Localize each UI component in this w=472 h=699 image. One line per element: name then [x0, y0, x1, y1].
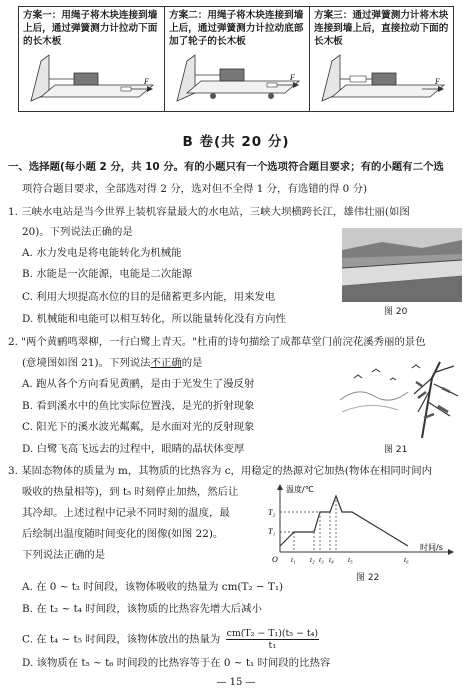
graph-ytick-T1: T₁: [268, 527, 276, 536]
scheme-2-diagram: [175, 53, 303, 103]
q1-option-b: B. 水能是一次能源，电能是二次能源: [22, 268, 193, 280]
force-label-2: F: [290, 73, 295, 82]
q2-line-2-post: 的是: [181, 357, 203, 369]
q3-option-c-fraction: [226, 628, 319, 651]
graph-xtick-t3: t₃: [319, 555, 324, 564]
q2-line-2-pre: (意境图如图 21)。下列说法: [22, 357, 151, 369]
q3-line-1: 3. 某固态物体的质量为 m，其物质的比热容为 c，用稳定的热源对它加热(物体在相同时间内: [8, 465, 432, 477]
scheme-cell-1: [19, 7, 165, 111]
scheme-cell-3: [310, 7, 453, 111]
graph-ylabel: 温度/℃: [286, 485, 314, 494]
scheme-3-text: 方案三：通过弹簧测力计将木块连接到墙上后，直接拉动下面的长木板: [314, 10, 449, 47]
force-label-3: F: [435, 77, 440, 86]
q1-line-1: 1. 三峡水电站是当今世界上装机容量最大的水电站，三峡大坝横跨长江，雄伟壮丽(如图: [8, 206, 410, 218]
q2-line-2: [22, 356, 203, 371]
scheme-2-text: 方案二：用绳子将木块连接到墙上后，通过弹簧测力计拉动底部加了轮子的长木板: [169, 10, 304, 47]
q1-option-d: D. 机械能和电能可以相互转化，所以能量转化没有方向性: [22, 313, 286, 325]
graph-xtick-t1: t₁: [291, 555, 296, 564]
q2-landscape-image: [338, 358, 464, 438]
graph-ytick-T2: T₂: [268, 508, 276, 517]
spring-scale: [350, 76, 366, 82]
q2-option-c: C. 阳光下的溪水波光粼粼，是水面对光的反射现象: [22, 421, 255, 433]
graph-xtick-t5: t₅: [348, 555, 353, 564]
q3-option-c-denominator: t₁: [268, 640, 277, 651]
scheme-1-text: 方案一：用绳子将木块连接到墙上后，通过弹簧测力计拉动下面的长木板: [23, 10, 158, 47]
q1-dam-image: [342, 228, 462, 302]
scheme-cell-2: [165, 7, 310, 111]
q1-figure-label: 图 20: [384, 307, 408, 317]
q3-line-2: 吸收的热量相等)，到 t₅ 时刻停止加热，然后让: [22, 486, 239, 498]
q2-option-d: D. 白鹭飞高飞远去的过程中，眼睛的晶状体变厚: [22, 443, 245, 455]
q3-option-a: A. 在 0 ~ t₂ 时间段，该物体吸收的热量为 cm(T₂ − T₁): [22, 581, 284, 593]
wheel-2: [268, 93, 274, 99]
q3-option-c-numerator: cm(T₂ − T₁)(t₅ − t₄): [226, 628, 319, 639]
q2-line-1: 2. "两个黄鹂鸣翠柳，一行白鹭上青天。"杜甫的诗句描绘了成都草堂门前浣花溪秀丽的景色: [8, 336, 426, 348]
q3-option-d: D. 该物质在 t₅ ~ t₆ 时间段的比热容等于在 0 ~ t₁ 时间段的比热容: [22, 657, 331, 669]
page-number: — 15 —: [216, 677, 256, 688]
q2-figure-label: 图 21: [384, 445, 408, 455]
q1-line-2: 20)。下列说法正确的是: [22, 226, 133, 238]
intro-line-2: 项符合题目要求，全部选对得 2 分，选对但不全得 1 分，有选错的得 0 分): [22, 183, 368, 195]
q3-option-c-pre: C. 在 t₄ ~ t₅ 时间段，该物体放出的热量为: [22, 633, 221, 646]
graph-origin: O: [272, 555, 278, 564]
q2-option-b: B. 看到溪水中的鱼比实际位置浅，是光的折射现象: [22, 400, 255, 412]
q3-figure-label: 图 22: [356, 573, 380, 583]
q2-not-correct: 不正确: [150, 357, 182, 369]
force-label-1: F: [144, 77, 149, 86]
q2-option-a: A. 跑从各个方向看见黄鹂，是由于光发生了漫反射: [22, 378, 255, 390]
graph-curve: [280, 496, 408, 546]
q1-option-a: A. 水力发电是将电能转化为机械能: [22, 247, 182, 259]
intro-line-1: 一、选择题(每小题 2 分，共 10 分。有的小题只有一个选项符合题目要求；有的小题有二个选: [8, 161, 444, 173]
q3-option-b: B. 在 t₂ ~ t₄ 时间段，该物质的比热容先增大后减小: [22, 603, 262, 615]
q3-temperature-graph: [266, 482, 466, 568]
graph-xtick-t6: t₆: [404, 555, 409, 564]
q3-line-5: 下列说法正确的是: [22, 549, 106, 561]
graph-xtick-t4: t₄: [329, 555, 334, 564]
q3-line-4: 后绘制出温度随时间变化的图像(如图 22)。: [22, 528, 224, 540]
scheme-3-diagram: [320, 53, 448, 103]
graph-xlabel: 时间/s: [420, 543, 443, 552]
scheme-table: [18, 6, 454, 112]
scheme-1-diagram: [29, 53, 157, 103]
q1-option-c: C. 利用大坝提高水位的目的是储蓄更多内能，用来发电: [22, 291, 276, 303]
graph-xtick-t2: t₂: [310, 555, 315, 564]
wheel-1: [210, 93, 216, 99]
section-title: B 卷(共 20 分): [182, 134, 290, 150]
q3-line-3: 其冷却。上述过程中记录不同时刻的温度，最: [22, 507, 230, 519]
q3-option-c: [22, 628, 319, 651]
